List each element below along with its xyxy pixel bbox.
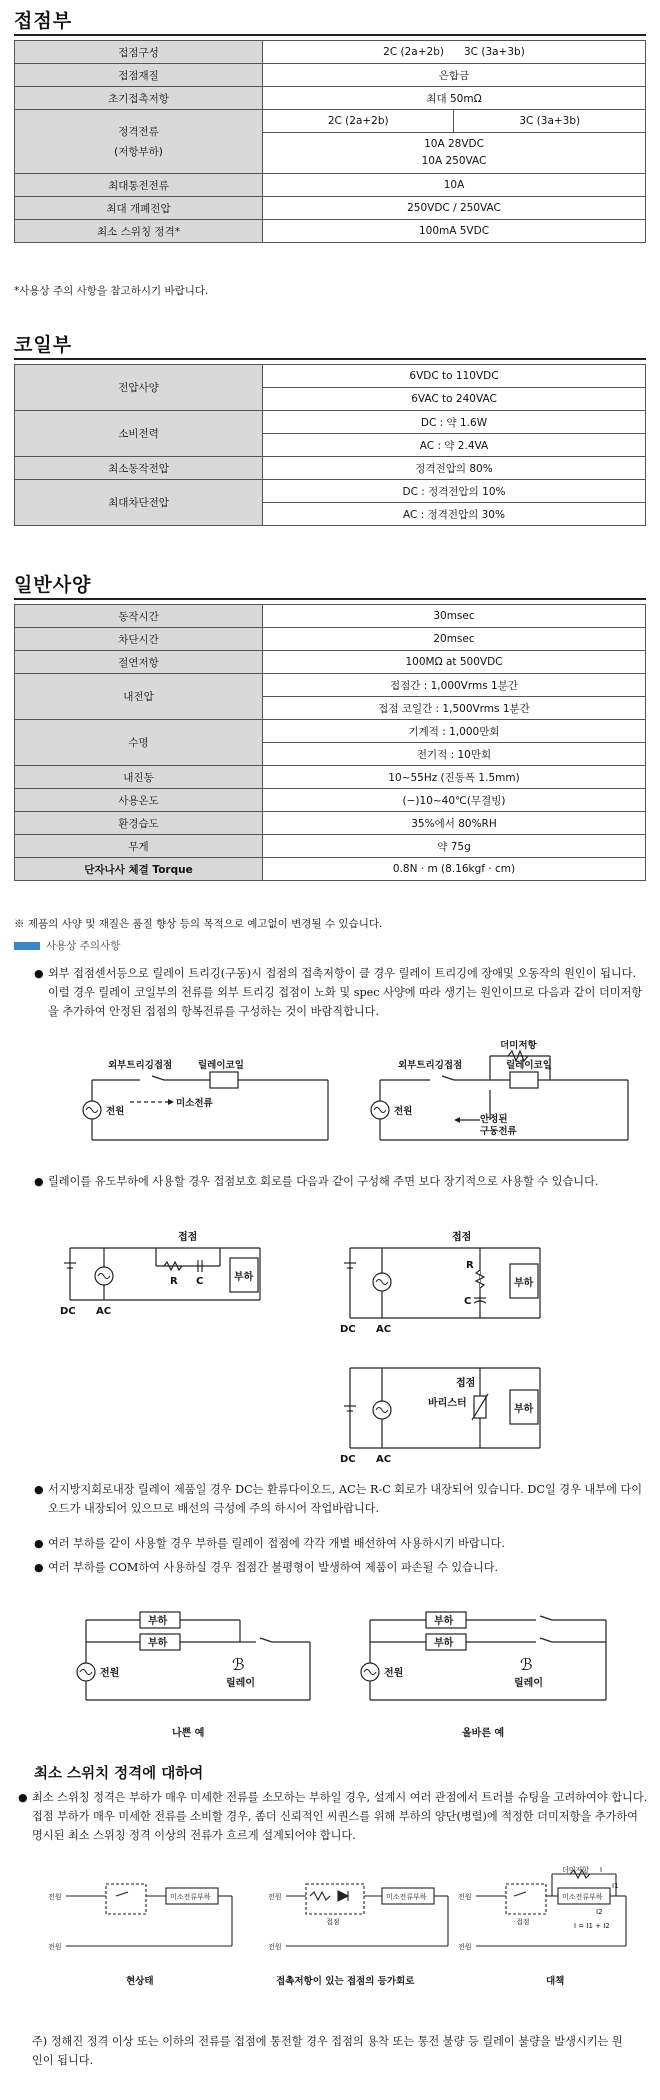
section-rule [14, 34, 646, 36]
row-value: AC : 약 2.4VA [263, 434, 646, 457]
row-label: 동작시간 [15, 605, 263, 628]
row-value: 3C (3a+3b) [454, 110, 646, 133]
contact-label: 접점 [516, 1918, 530, 1926]
row-label: 차단시간 [15, 628, 263, 651]
row-value: 접점간 : 1,000Vrms 1분간 [263, 674, 646, 697]
contacts-note: *사용상 주의 사항을 참고하시기 바랍니다. [14, 285, 209, 297]
good-example-caption: 올바른 예 [462, 1728, 505, 1739]
table-row [15, 174, 646, 197]
table-row [15, 651, 646, 674]
row-label: 내전압 [15, 674, 263, 720]
trigger-circuit-figure [80, 1040, 640, 1160]
load-label: 부하 [148, 1616, 168, 1627]
power-label: 전원 [268, 1893, 282, 1901]
row-value: (−)10~40℃(무결빙) [263, 789, 646, 812]
load-label: 부하 [514, 1404, 534, 1415]
relay-label: 릴레이 [514, 1678, 543, 1689]
micro-load-label: 미소전류부하 [386, 1893, 427, 1901]
min-switching-figure [36, 1866, 636, 1996]
r-label: R [170, 1276, 178, 1287]
section-rule [14, 358, 646, 360]
caption-countermeasure: 대책 [546, 1976, 565, 1987]
relay-coil-icon: ℬ [520, 1655, 533, 1674]
row-label: 최소 스위칭 정격* [15, 220, 263, 243]
ac-label: AC [96, 1306, 112, 1317]
stable-label-1: 안정된 [480, 1114, 508, 1125]
power-label: 전원 [106, 1106, 125, 1117]
heading-bar-icon [14, 942, 40, 950]
relay-label: 릴레이 [226, 1678, 255, 1689]
bullet-icon: ● [34, 1483, 44, 1496]
varistor-label: 바리스터 [428, 1398, 467, 1409]
c-label: C [464, 1296, 472, 1307]
contact-label: 접점 [326, 1918, 340, 1926]
table-row [15, 197, 646, 220]
coil-table [14, 364, 646, 526]
current-formula: I = I1 + I2 [574, 1922, 610, 1930]
contacts-table [14, 40, 646, 243]
table-row [15, 605, 646, 628]
coil-label: 릴레이코일 [506, 1060, 552, 1071]
power-label: 전원 [48, 1893, 62, 1901]
row-label: 최대통전전류 [15, 174, 263, 197]
row-value: DC : 정격전압의 10% [263, 480, 646, 503]
table-row [15, 789, 646, 812]
minswitch-paragraph: 최소 스위칭 정격은 부하가 매우 미세한 전류를 소모하는 부하일 경우, 설계시 여러 관점에서 트러블 슈팅을 고려하여야 합니다. 접점 부하가 매우 미세한 전류를 소비할 경우, 좀더 신뢰적인 씨퀀스를 위해 부하의 양단(병렬)에 적정한 더미저항을 추가하여 명시된 최소 스위칭 정격 이상의 전류가 흐르게 설계되어야 합니다. [32, 1791, 648, 1842]
row-value: 20msec [263, 628, 646, 651]
load-label: 부하 [148, 1638, 168, 1649]
section-rule [14, 598, 646, 600]
row-label: 정격전류 (저항부하) [15, 110, 263, 174]
c-label: C [196, 1276, 204, 1287]
row-value: 0.8N · m (8.16kgf · cm) [263, 858, 646, 881]
dummy-resistor-label: 더미저항 [562, 1866, 590, 1874]
bullet-icon: ● [34, 1175, 44, 1188]
caution-paragraph-1: 외부 접점센서등으로 릴레이 트리깅(구동)시 접점의 접촉저항이 클 경우 릴레이 트리깅에 장애및 오동작의 원인이 됩니다. 이럴 경우 릴레이 코일부의 전류를 외부 트리깅 접점이 노화 및 spec 사양에 따라 생기는 원인이므로 다음과 같이 더미저항을 추가하여 안정된 접점의 항복전류를 구성하는 것이 바람직합니다. [48, 967, 643, 1018]
table-row [15, 365, 646, 388]
ac-label: AC [376, 1454, 392, 1465]
rated-current-ac: 10A 250VAC [421, 155, 487, 167]
row-label: 무게 [15, 835, 263, 858]
bullet-icon: ● [18, 1791, 28, 1804]
caution-paragraph-5: 여러 부하를 COM하여 사용하실 경우 접점간 불평형이 발생하여 제품이 파손될 수 있습니다. [48, 1561, 499, 1574]
row-value: 35%에서 80%RH [263, 812, 646, 835]
table-row [15, 835, 646, 858]
row-label: 최소동작전압 [15, 457, 263, 480]
row-label: 내진동 [15, 766, 263, 789]
table-row [15, 64, 646, 87]
table-row [15, 720, 646, 743]
micro-load-label: 미소전류부하 [170, 1893, 211, 1901]
power-label: 전원 [48, 1943, 62, 1951]
bullet-icon: ● [34, 1561, 44, 1574]
minswitch-title: 최소 스위치 정격에 대하여 [34, 1766, 204, 1782]
rated-current-dc: 10A 28VDC [424, 138, 484, 150]
dummy-resistor-label: 더미저항 [500, 1040, 537, 1051]
caution-paragraph-4: 여러 부하를 같이 사용할 경우 부하를 릴레이 접점에 각각 개별 배선하여 사용하시기 바랍니다. [48, 1537, 505, 1550]
row-value: 접점 코일간 : 1,500Vrms 1분간 [263, 697, 646, 720]
row-value: 100MΩ at 500VDC [263, 651, 646, 674]
row-value: 기계적 : 1,000만회 [263, 720, 646, 743]
relay-coil-icon: ℬ [232, 1655, 245, 1674]
table-row [15, 480, 646, 503]
row-value: 정격전압의 80% [263, 457, 646, 480]
row-value: 30msec [263, 605, 646, 628]
power-label: 전원 [458, 1893, 472, 1901]
table-row [15, 628, 646, 651]
contact-label: 접점 [456, 1378, 476, 1389]
row-label: 전압사양 [15, 365, 263, 411]
table-row [15, 411, 646, 434]
load-label: 부하 [434, 1616, 454, 1627]
general-note: ※ 제품의 사양 및 재질은 품질 향상 등의 목적으로 예고없이 변경될 수 있습니다. [14, 918, 383, 930]
ac-label: AC [376, 1324, 392, 1335]
row-value: 2C (2a+2b) [263, 110, 454, 133]
row-value: 약 75g [263, 835, 646, 858]
row-label: 환경습도 [15, 812, 263, 835]
table-row [15, 858, 646, 881]
row-value: 2C (2a+2b) 3C (3a+3b) [263, 41, 646, 64]
current-i-label: I [600, 1866, 603, 1874]
load-label: 부하 [434, 1638, 454, 1649]
table-row [15, 220, 646, 243]
current-i1-label: I1 [612, 1882, 619, 1890]
minswitch-footnote: 주) 정해진 정격 이상 또는 이하의 전류를 접점에 통전할 경우 접점의 용착 또는 통전 불량 등 릴레이 불량을 발생시키는 원인이 됩니다. [32, 2035, 623, 2067]
r-label: R [466, 1260, 474, 1271]
row-value: AC : 정격전압의 30% [263, 503, 646, 526]
row-value: 10A [263, 174, 646, 197]
caution-paragraph-3: 서지방지회로내장 릴레이 제품일 경우 DC는 환류다이오드, AC는 R-C 회로가 내장되어 있습니다. DC일 경우 내부에 다이오드가 내장되어 있으므로 배선의 극성에 주의 하시어 작업바랍니다. [48, 1483, 643, 1515]
load-wiring-figure [60, 1600, 630, 1750]
section-title-coil: 코일부 [14, 334, 73, 356]
row-label: 최대차단전압 [15, 480, 263, 526]
section-title-general: 일반사양 [14, 574, 92, 596]
stable-label-2: 구동전류 [480, 1126, 517, 1137]
table-row [15, 766, 646, 789]
row-value: 250VDC / 250VAC [263, 197, 646, 220]
table-row [15, 674, 646, 697]
power-label: 전원 [268, 1943, 282, 1951]
row-value: DC : 약 1.6W [263, 411, 646, 434]
row-label: 접점재질 [15, 64, 263, 87]
row-value: 10~55Hz (진동폭 1.5mm) [263, 766, 646, 789]
coil-label: 릴레이코일 [198, 1060, 244, 1071]
row-label: 접점구성 [15, 41, 263, 64]
bullet-icon: ● [34, 967, 44, 980]
dc-label: DC [340, 1454, 356, 1465]
table-row [15, 87, 646, 110]
power-label: 전원 [458, 1943, 472, 1951]
row-label: 수명 [15, 720, 263, 766]
row-label: 소비전력 [15, 411, 263, 457]
caution-heading-text: 사용상 주의사항 [46, 940, 121, 952]
bullet-icon: ● [34, 1537, 44, 1550]
caution-heading [14, 938, 120, 953]
contact-label: 접점 [178, 1232, 198, 1243]
caption-current-state: 현상태 [126, 1976, 154, 1987]
table-row [15, 110, 646, 133]
caution-paragraph-2: 릴레이를 유도부하에 사용할 경우 접점보호 회로를 다음과 같이 구성해 주면 보다 장기적으로 사용할 수 있습니다. [48, 1175, 599, 1188]
row-label: 사용온도 [15, 789, 263, 812]
section-title-contacts: 접점부 [14, 10, 73, 32]
micro-load-label: 미소전류부하 [562, 1893, 603, 1901]
caption-equivalent: 접촉저항이 있는 접점의 등가회로 [276, 1976, 415, 1987]
power-label: 전원 [100, 1668, 120, 1679]
row-value: 100mA 5VDC [263, 220, 646, 243]
row-value: 6VDC to 110VDC [263, 365, 646, 388]
row-value: 전기적 : 10만회 [263, 743, 646, 766]
ext-contact-label: 외부트리깅접점 [398, 1060, 463, 1071]
general-table [14, 604, 646, 881]
row-label: 절연저항 [15, 651, 263, 674]
contact-label: 접점 [452, 1232, 472, 1243]
load-label: 부하 [234, 1272, 254, 1283]
bad-example-caption: 나쁜 예 [172, 1728, 205, 1739]
table-row [15, 457, 646, 480]
row-label: 초기접촉저항 [15, 87, 263, 110]
row-value: 최대 50mΩ [263, 87, 646, 110]
dc-label: DC [340, 1324, 356, 1335]
row-label: 단자나사 체결 Torque [15, 858, 263, 881]
micro-current-label: 미소전류 [176, 1098, 213, 1109]
power-label: 전원 [384, 1668, 404, 1679]
power-label: 전원 [394, 1106, 413, 1117]
load-label: 부하 [514, 1278, 534, 1289]
row-value: 6VAC to 240VAC [263, 388, 646, 411]
row-value: 은합금 [263, 64, 646, 87]
protection-circuit-figure [60, 1218, 640, 1468]
dc-label: DC [60, 1306, 76, 1317]
row-value [263, 133, 646, 174]
ext-contact-label: 외부트리깅접점 [108, 1060, 173, 1071]
current-i2-label: I2 [596, 1908, 603, 1916]
table-row [15, 812, 646, 835]
row-label: 최대 개폐전압 [15, 197, 263, 220]
table-row [15, 41, 646, 64]
